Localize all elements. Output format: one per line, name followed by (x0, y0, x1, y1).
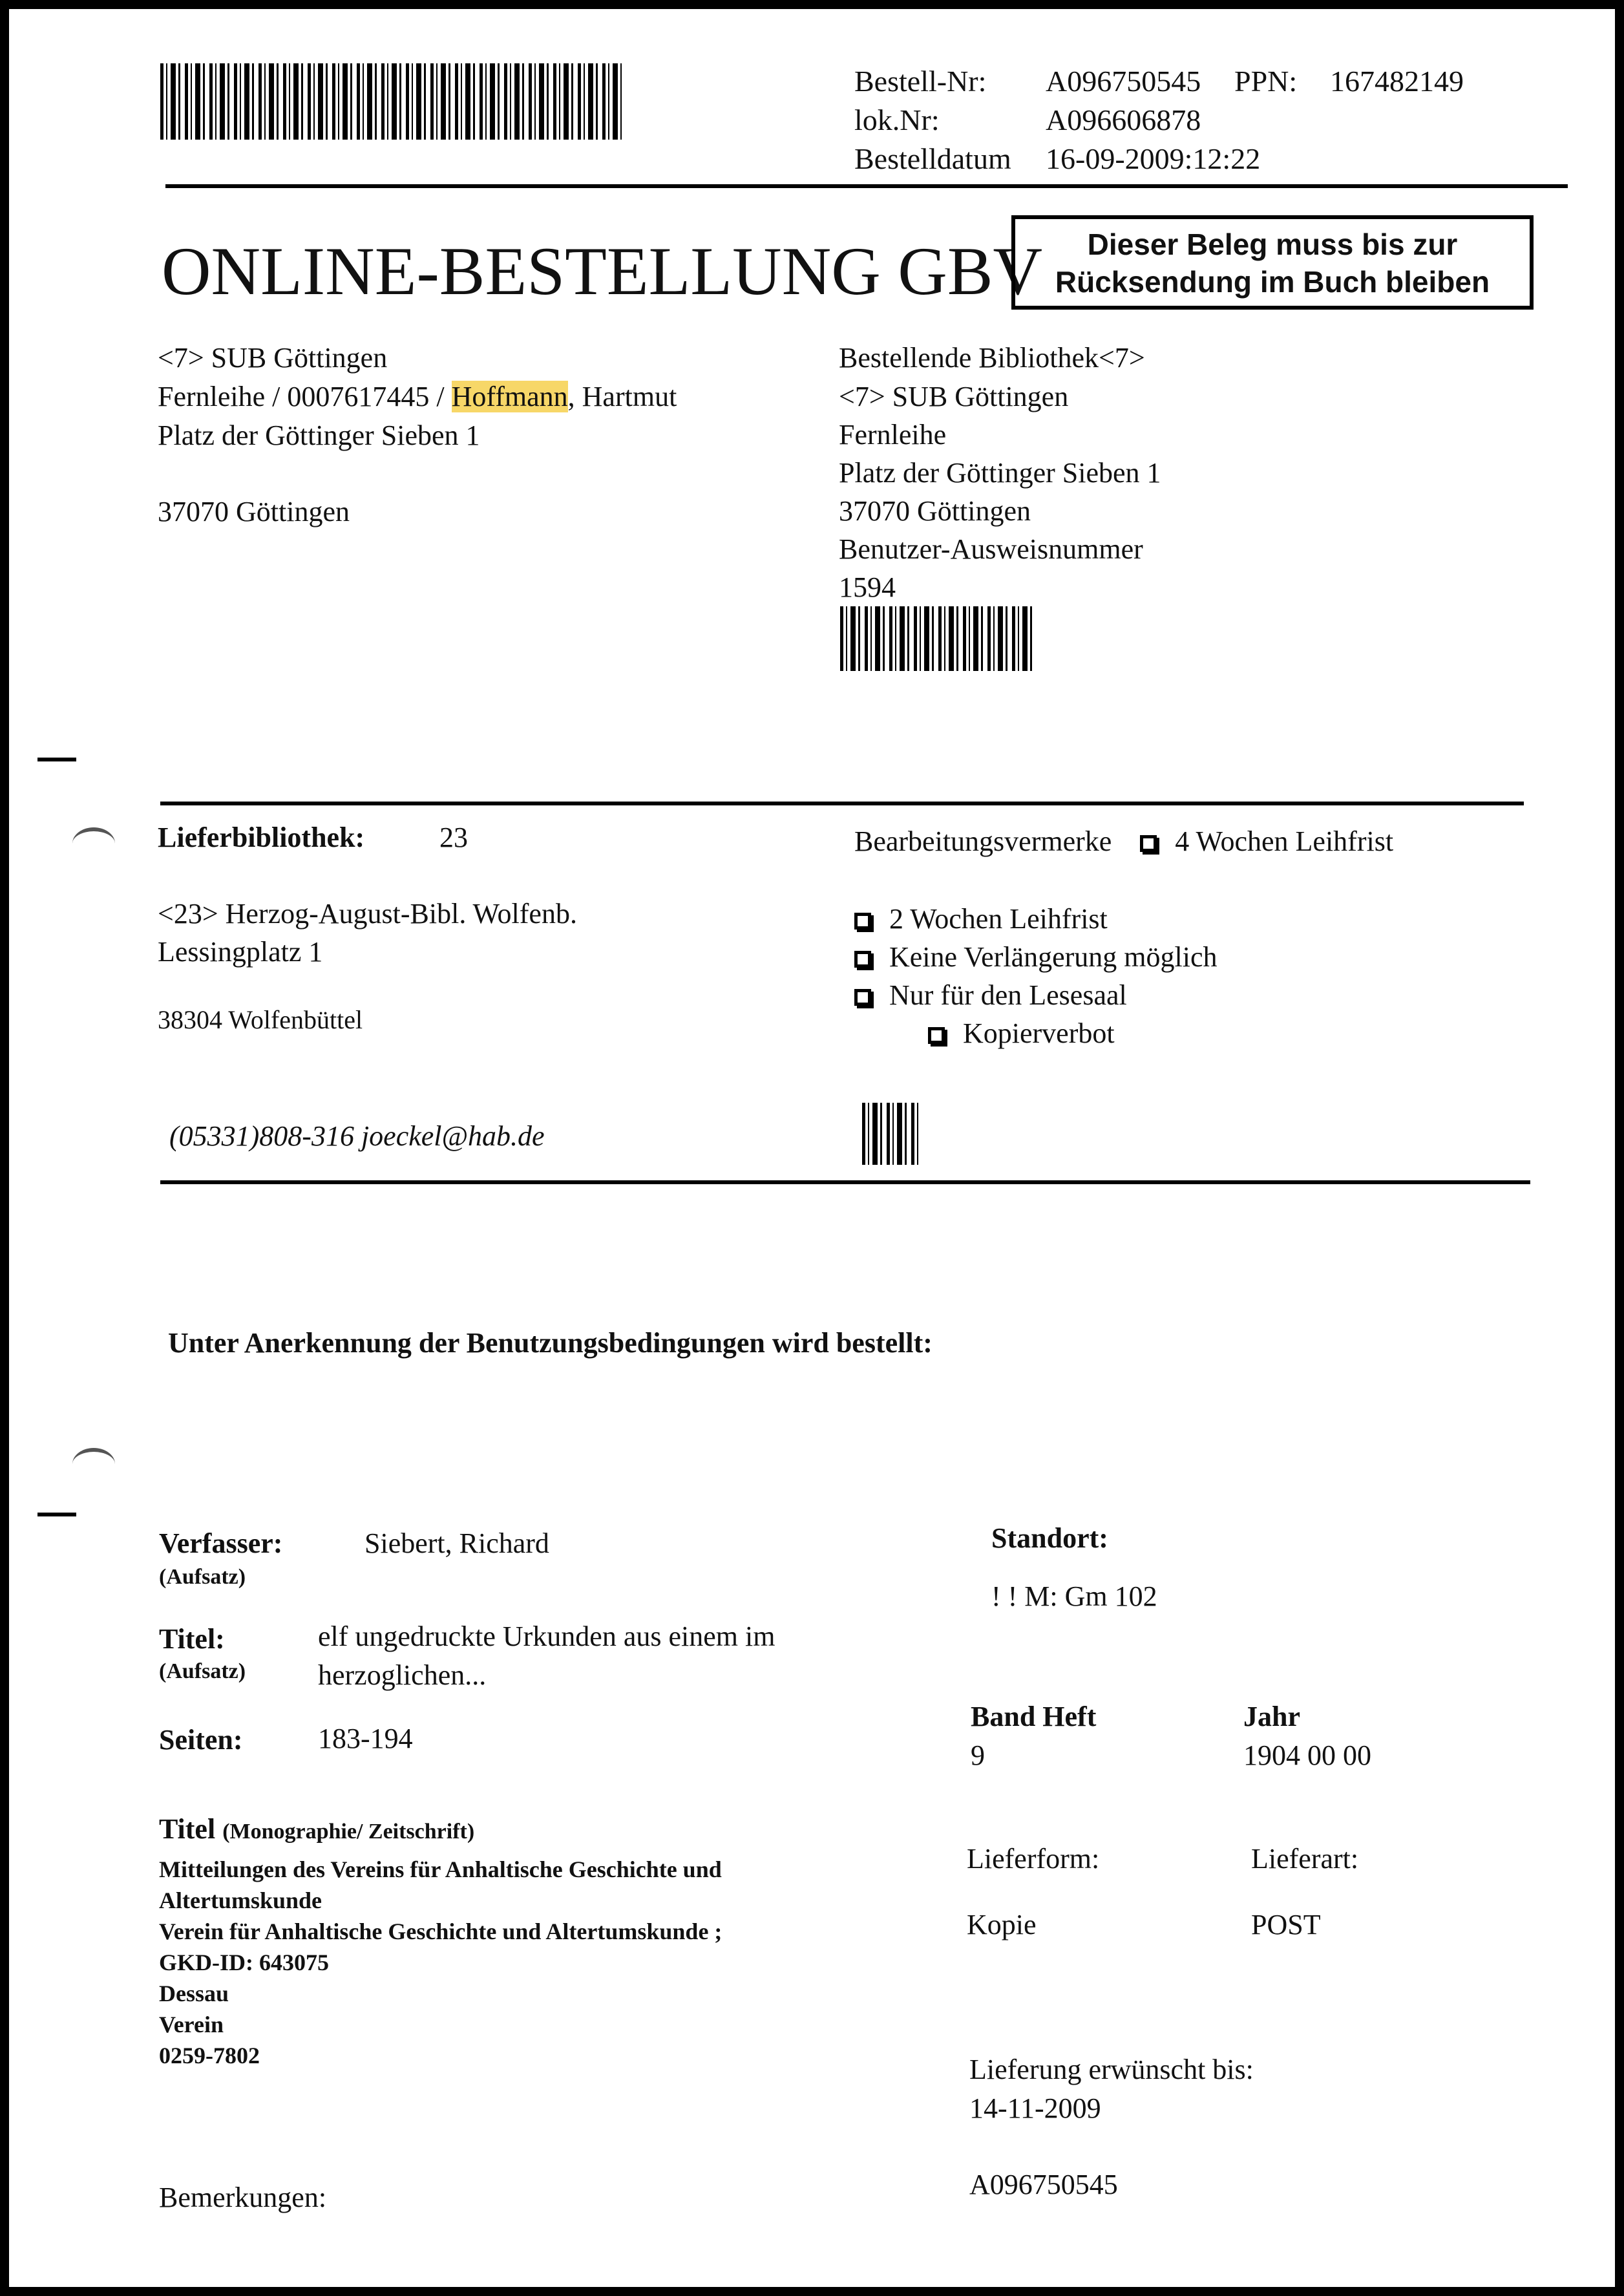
article-title-line-1: elf ungedruckte Urkunden aus einem im (318, 1621, 775, 1652)
processing-option-4 (854, 976, 1127, 1015)
sender-line-1: <7> SUB Göttingen (158, 342, 388, 374)
remarks-label: Bemerkungen: (159, 2182, 327, 2213)
bestell-nr-label: Bestell-Nr: (854, 65, 987, 98)
ordering-line-3: Fernleihe (839, 419, 947, 451)
option-kopierverbot: Kopierverbot (963, 1017, 1115, 1049)
monograph-line-7: 0259-7802 (159, 2043, 260, 2068)
punch-hole (72, 827, 115, 860)
bestelldatum-value: 16-09-2009:12:22 (1046, 142, 1261, 175)
order-barcode (160, 63, 622, 140)
page-title: ONLINE-BESTELLUNG GBV (162, 233, 1043, 309)
monograph-line-5: Dessau (159, 1981, 229, 2006)
order-statement: Unter Anerkennung der Benutzungsbedingungen wird bestellt: (168, 1327, 933, 1359)
notice-line-1: Dieser Beleg muss bis zur (1087, 228, 1458, 261)
monograph-line-2: Altertumskunde (159, 1887, 322, 1913)
delivery-wish-label: Lieferung erwünscht bis: (969, 2054, 1254, 2085)
sender-line-4: 37070 Göttingen (158, 496, 350, 527)
option-2-wochen: 2 Wochen Leihfrist (889, 903, 1108, 935)
supplier-line-2: Lessingplatz 1 (158, 936, 323, 968)
monograph-line-3: Verein für Anhaltische Geschichte und Altertumskunde ; (159, 1919, 722, 1944)
margin-mark (37, 758, 76, 761)
pages-value: 183-194 (318, 1723, 413, 1754)
checkbox-2-wochen[interactable] (854, 913, 871, 930)
year-value: 1904 00 00 (1243, 1739, 1371, 1771)
monograph-label-text: Titel (159, 1813, 216, 1845)
checkbox-kopierverbot[interactable] (928, 1027, 945, 1044)
delivery-wish-date: 14-11-2009 (969, 2092, 1101, 2124)
monograph-line-1: Mitteilungen des Vereins für Anhaltische Geschichte und (159, 1856, 722, 1882)
ordering-line-4: Platz der Göttinger Sieben 1 (839, 457, 1161, 489)
checkbox-lesesaal[interactable] (854, 989, 871, 1006)
monograph-line-4: GKD-ID: 643075 (159, 1950, 329, 1975)
notice-line-2: Rücksendung im Buch bleiben (1055, 265, 1490, 299)
article-title-label: Titel: (159, 1623, 225, 1655)
supplier-line-3: 38304 Wolfenbüttel (158, 1005, 363, 1034)
supplier-contact: (05331)808-316 joeckel@hab.de (169, 1120, 545, 1152)
ordering-line-5: 37070 Göttingen (839, 495, 1031, 527)
volume-value: 9 (971, 1739, 985, 1771)
monograph-sub: (Monographie/ Zeitschrift) (222, 1820, 475, 1844)
ordering-line-1: Bestellende Bibliothek<7> (839, 342, 1145, 374)
author-value: Siebert, Richard (364, 1527, 549, 1559)
supplier-label: Lieferbibliothek: (158, 822, 365, 853)
sender-line-2-post: , Hartmut (567, 381, 677, 412)
option-keine-verlaengerung: Keine Verlängerung möglich (889, 941, 1218, 973)
delivery-type-value: POST (1251, 1909, 1321, 1940)
divider-top (165, 184, 1568, 188)
processing-option-3 (854, 938, 1217, 977)
user-barcode (840, 606, 1037, 671)
option-4-wochen: 4 Wochen Leihfrist (1175, 825, 1394, 857)
sender-line-2-pre: Fernleihe / 0007617445 / (158, 381, 452, 412)
divider-middle (160, 802, 1524, 805)
article-title-sub: (Aufsatz) (159, 1659, 246, 1683)
processing-option-5 (928, 1014, 1115, 1053)
lok-nr-label: lok.Nr: (854, 103, 940, 136)
processing-label-text: Bearbeitungsvermerke (854, 825, 1112, 857)
processing-label (854, 822, 1393, 861)
year-label: Jahr (1243, 1701, 1300, 1732)
supplier-number: 23 (439, 822, 468, 853)
order-reference: A096750545 (969, 2169, 1118, 2200)
ppn-label: PPN: (1234, 65, 1298, 98)
ordering-line-6: Benutzer-Ausweisnummer (839, 533, 1143, 565)
divider-lower (160, 1180, 1530, 1184)
bestell-nr-value: A096750545 (1046, 65, 1201, 98)
processing-option-2 (854, 900, 1108, 939)
pages-label: Seiten: (159, 1724, 243, 1756)
supplier-barcode (862, 1103, 922, 1165)
option-lesesaal: Nur für den Lesesaal (889, 979, 1127, 1011)
bestelldatum-label: Bestelldatum (854, 142, 1011, 175)
ordering-line-7: 1594 (839, 571, 896, 603)
checkbox-4-wochen[interactable] (1140, 835, 1157, 852)
highlighted-name: Hoffmann (451, 381, 568, 412)
location-value: ! ! M: Gm 102 (991, 1580, 1157, 1612)
article-title-line-2: herzoglichen... (318, 1659, 487, 1691)
margin-mark (37, 1513, 76, 1516)
punch-hole (72, 1448, 115, 1480)
delivery-form-value: Kopie (967, 1909, 1037, 1940)
author-sub: (Aufsatz) (159, 1565, 246, 1589)
volume-label: Band Heft (971, 1701, 1097, 1732)
notice-box (1011, 215, 1534, 310)
location-label: Standort: (991, 1522, 1108, 1554)
delivery-form-label: Lieferform: (967, 1843, 1100, 1875)
checkbox-keine-verlaengerung[interactable] (854, 951, 871, 968)
author-label: Verfasser: (159, 1527, 283, 1559)
lok-nr-value: A096606878 (1046, 103, 1201, 136)
ordering-line-2: <7> SUB Göttingen (839, 381, 1069, 412)
monograph-label (159, 1810, 474, 1851)
supplier-line-1: <23> Herzog-August-Bibl. Wolfenb. (158, 898, 577, 930)
ppn-value: 167482149 (1330, 65, 1464, 98)
delivery-type-label: Lieferart: (1251, 1843, 1359, 1875)
sender-line-3: Platz der Göttinger Sieben 1 (158, 420, 480, 451)
monograph-line-6: Verein (159, 2012, 224, 2037)
sender-line-2 (158, 377, 677, 416)
